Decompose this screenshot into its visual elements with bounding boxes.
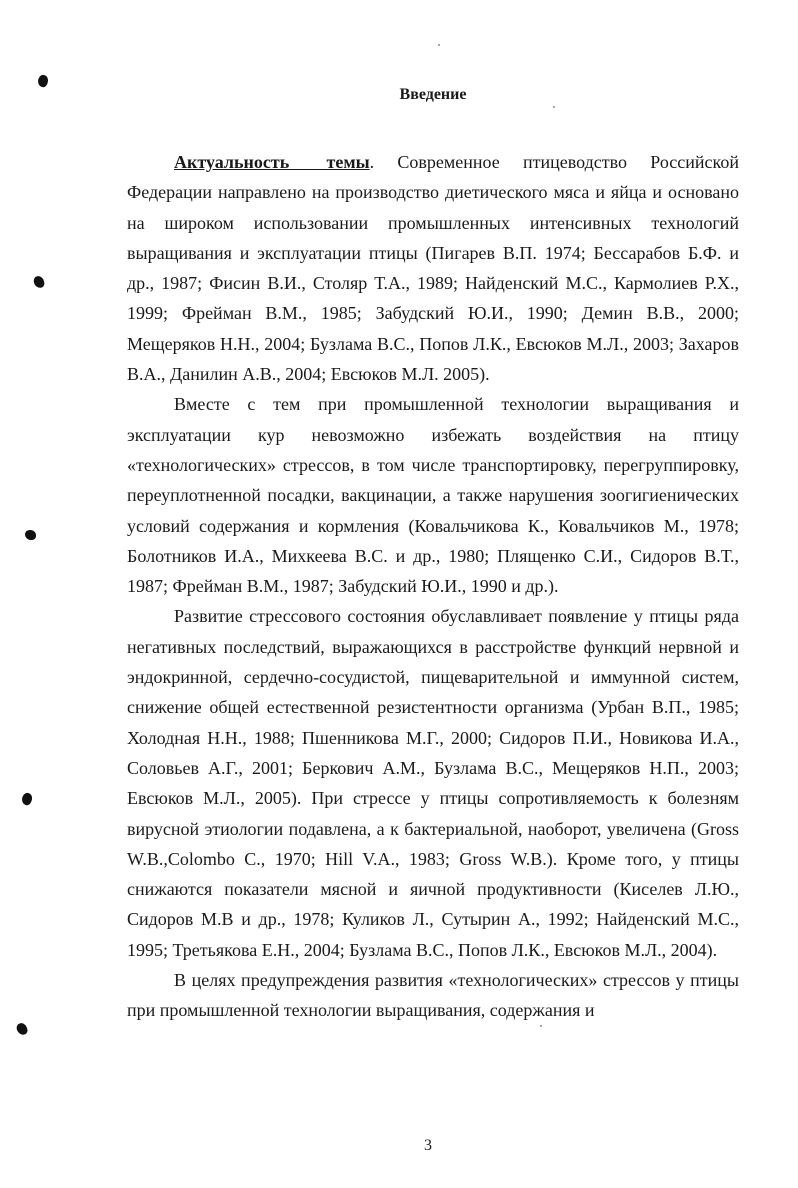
relevance-label: Актуальность темы	[174, 152, 370, 172]
scan-speck	[438, 44, 440, 46]
punch-hole-mark	[25, 530, 36, 540]
document-body	[127, 147, 739, 1026]
paragraph-relevance	[127, 147, 739, 389]
punch-hole-mark	[20, 791, 34, 806]
paragraph	[127, 601, 739, 965]
paragraph-text: . Современное птицеводство Российской Федерации направлено на производство диетического мяса и яйца и основано на широком использовании промышленных интенсивных технологий выращивания и эксплуатации птицы (Пигарев В.П. 1974; Бессарабов Б.Ф. и др., 1987; Фисин В.И., Столяр Т.А., 1989; Найденский М.С., Кармолиев Р.Х., 1999; Фрейман В.М., 1985; Забудский Ю.И., 1990; Демин В.В., 2000; Мещеряков Н.Н., 2004; Бузлама В.С., Попов Л.К., Евсюков М.Л., 2003; Захаров В.А., Данилин А.В., 2004; Евсюков М.Л. 2005).	[127, 152, 739, 385]
punch-hole-mark	[33, 275, 46, 289]
punch-hole-mark	[15, 1022, 29, 1037]
paragraph-text: Развитие стрессового состояния обуславливает появление у птицы ряда негативных последствий, выражающихся в расстройстве функций нервной и эндокринной, сердечно-сосудистой, пищеварительной и иммунной систем, снижение общей естественной резистентности организма (Урбан В.П., 1985; Холодная Н.Н., 1988; Пшенникова М.Г., 2000; Сидоров П.И., Новикова И.А., Соловьев А.Г., 2001; Беркович А.М., Бузлама В.С., Мещеряков Н.П., 2003; Евсюков М.Л., 2005). При стрессе у птицы сопротивляемость к болезням вирусной этиологии подавлена, а к бактериальной, наоборот, увеличена (Gross W.B.,Colombo C., 1970; Hill V.A., 1983; Gross W.B.). Кроме того, у птицы снижаются показатели мясной и яичной продуктивности (Киселев Л.Ю., Сидоров М.В и др., 1978; Куликов Л., Сутырин А., 1992; Найденский М.С., 1995; Третьякова Е.Н., 2004; Бузлама В.С., Попов Л.К., Евсюков М.Л., 2004).	[127, 606, 739, 960]
paragraph-text: Вместе с тем при промышленной технологии выращивания и эксплуатации кур невозможно избежать воздействия на птицу «технологических» стрессов, в том числе транспортировку, перегруппировку, переуплотненной посадки, вакцинации, а также нарушения зоогигиенических условий содержания и кормления (Ковальчикова К., Ковальчиков М., 1978; Болотников И.А., Михкеева В.С. и др., 1980; Плященко С.И., Сидоров В.Т., 1987; Фрейман В.М., 1987; Забудский Ю.И., 1990 и др.).	[127, 394, 739, 597]
page-number: 3	[424, 1137, 432, 1154]
paragraph-text: В целях предупреждения развития «технологических» стрессов у птицы при промышленной технологии выращивания, содержания и	[127, 970, 739, 1021]
scan-speck	[553, 106, 555, 108]
paragraph	[127, 965, 739, 1026]
paragraph	[127, 389, 739, 601]
page-heading: Введение	[399, 86, 467, 103]
